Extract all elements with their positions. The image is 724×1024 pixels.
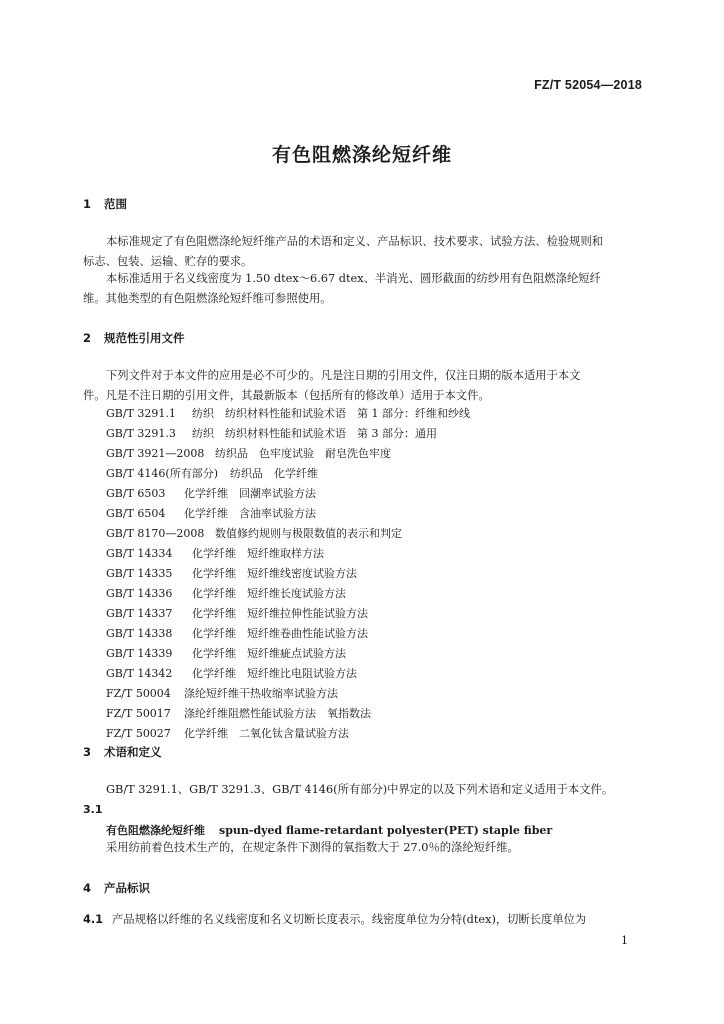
section-number: 3	[83, 745, 92, 759]
section-1-heading	[83, 196, 127, 212]
reference-item	[106, 405, 470, 421]
term-chinese: 有色阻燃涤纶短纤维	[106, 824, 205, 837]
reference-title: 化学纤维 短纤维比电阻试验方法	[192, 667, 357, 680]
reference-title: 化学纤维 含油率试验方法	[184, 507, 316, 520]
reference-code: GB/T 6503	[106, 487, 166, 500]
standard-code: FZ/T 52054—2018	[534, 78, 642, 92]
page-number: 1	[621, 934, 628, 947]
text-line: 本标准规定了有色阻燃涤纶短纤维产品的术语和定义、产品标识、技术要求、试验方法、检验规则和	[106, 235, 604, 248]
reference-title: 化学纤维 二氧化钛含量试验方法	[184, 727, 349, 740]
reference-code: FZ/T 50017	[106, 707, 171, 720]
reference-code: GB/T 14336	[106, 587, 173, 600]
reference-title: 纺织 纺织材料性能和试验术语 第 3 部分：通用	[192, 427, 437, 440]
reference-title: 化学纤维 短纤维线密度试验方法	[192, 567, 357, 580]
text-line	[83, 910, 641, 930]
reference-item	[106, 685, 338, 701]
reference-title: 数值修约规则与极限数值的表示和判定	[215, 527, 402, 540]
term-entry	[106, 822, 552, 838]
reference-code: GB/T 3291.3	[106, 427, 176, 440]
reference-item	[106, 485, 316, 501]
reference-code: GB/T 14339	[106, 647, 173, 660]
reference-item	[106, 605, 368, 621]
section-title: 规范性引用文件	[104, 331, 185, 345]
reference-code: GB/T 14335	[106, 567, 173, 580]
text-line: 下列文件对于本文件的应用是必不可少的。凡是注日期的引用文件，仅注日期的版本适用于本文	[106, 369, 581, 382]
reference-item	[106, 585, 346, 601]
normative-references-intro	[83, 366, 641, 406]
clause-number: 4.1	[83, 913, 104, 926]
section-4-heading	[83, 880, 150, 896]
clause-text: 产品规格以纤维的名义线密度和名义切断长度表示。线密度单位为分特(dtex)，切断长度单位为	[112, 913, 587, 926]
reference-item	[106, 525, 402, 541]
reference-title: 化学纤维 短纤维卷曲性能试验方法	[192, 627, 368, 640]
text-line: 本标准适用于名义线密度为 1.50 dtex～6.67 dtex、半消光、圆形截面的纺纱用有色阻燃涤纶短纤	[106, 272, 601, 285]
text-line: 维。其他类型的有色阻燃涤纶短纤维可参照使用。	[83, 292, 332, 305]
text-line: 采用纺前着色技术生产的，在规定条件下测得的氧指数大于 27.0％的涤纶短纤维。	[106, 841, 519, 854]
reference-code: GB/T 4146(所有部分)	[106, 467, 218, 480]
reference-code: GB/T 14342	[106, 667, 173, 680]
reference-title: 纺织品 化学纤维	[230, 467, 318, 480]
reference-title: 纺织品 色牢度试验 耐皂洗色牢度	[215, 447, 391, 460]
section-number: 4	[83, 881, 92, 895]
text-line: GB/T 3291.1、GB/T 3291.3、GB/T 4146(所有部分)中界定的以及下列术语和定义适用于本文件。	[106, 783, 614, 796]
reference-item	[106, 725, 349, 741]
reference-title: 化学纤维 短纤维长度试验方法	[192, 587, 346, 600]
section-title: 范围	[104, 197, 127, 211]
reference-title: 化学纤维 短纤维取样方法	[192, 547, 324, 560]
section-3-heading	[83, 744, 162, 760]
section-2-heading	[83, 330, 185, 346]
scope-paragraph-2	[83, 269, 641, 309]
terms-intro	[83, 780, 641, 800]
reference-item	[106, 505, 316, 521]
reference-title: 化学纤维 短纤维拉伸性能试验方法	[192, 607, 368, 620]
scope-paragraph-1	[83, 232, 641, 272]
reference-code: GB/T 14337	[106, 607, 173, 620]
text-line: 标志、包装、运输、贮存的要求。	[83, 255, 253, 268]
reference-code: GB/T 14338	[106, 627, 173, 640]
reference-title: 纺织 纺织材料性能和试验术语 第 1 部分：纤维和纱线	[192, 407, 470, 420]
reference-item	[106, 465, 318, 481]
section-number: 1	[83, 197, 92, 211]
document-title: 有色阻燃涤纶短纤维	[271, 144, 452, 166]
reference-item	[106, 445, 391, 461]
reference-item	[106, 565, 357, 581]
reference-code: GB/T 8170—2008	[106, 527, 205, 540]
reference-title: 化学纤维 回潮率试验方法	[184, 487, 316, 500]
term-english: spun-dyed flame-retardant polyester(PET) staple fiber	[219, 824, 553, 837]
section-number: 2	[83, 331, 92, 345]
reference-code: FZ/T 50004	[106, 687, 171, 700]
term-definition	[83, 838, 641, 858]
section-title: 术语和定义	[104, 745, 162, 759]
reference-item	[106, 645, 346, 661]
reference-code: GB/T 14334	[106, 547, 173, 560]
reference-item	[106, 665, 357, 681]
reference-item	[106, 545, 324, 561]
reference-item	[106, 625, 368, 641]
reference-code: GB/T 3291.1	[106, 407, 176, 420]
reference-title: 化学纤维 短纤维疵点试验方法	[192, 647, 346, 660]
clause-4-1	[83, 910, 641, 930]
reference-item	[106, 705, 371, 721]
reference-title: 涤纶短纤维干热收缩率试验方法	[184, 687, 338, 700]
reference-title: 涤纶纤维阻燃性能试验方法 氧指数法	[184, 707, 371, 720]
reference-item	[106, 425, 437, 441]
reference-code: FZ/T 50027	[106, 727, 171, 740]
definition-number: 3.1	[83, 803, 103, 816]
section-title: 产品标识	[104, 881, 150, 895]
reference-code: GB/T 6504	[106, 507, 166, 520]
text-line: 件。凡是不注日期的引用文件，其最新版本（包括所有的修改单）适用于本文件。	[83, 389, 490, 402]
reference-code: GB/T 3921—2008	[106, 447, 205, 460]
